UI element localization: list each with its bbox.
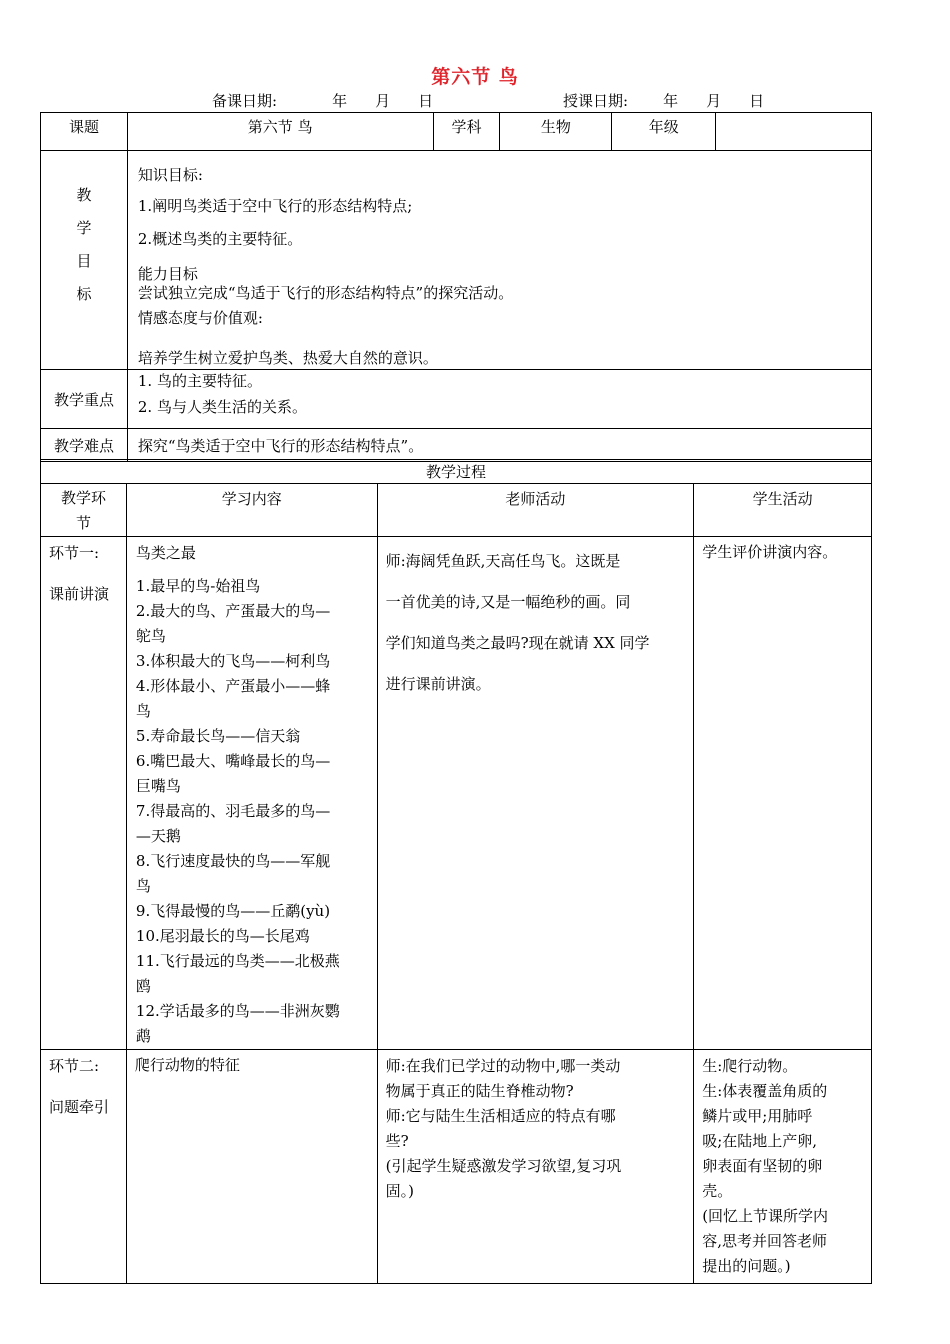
difficulty-text: 探究“鸟类适于空中飞行的形态结构特点”。 [127,429,871,462]
teacher-line: 师:在我们已学过的动物中,哪一类动 [385,1057,621,1075]
content-item: 鸥 [135,977,151,995]
key-point-item: 1. 鸟的主要特征。 [137,372,262,390]
ability-text: 尝试独立完成“鸟适于飞行的形态结构特点”的探究活动。 [137,284,514,302]
teacher-line: 些? [385,1132,409,1150]
teach-date-label: 授课日期: [563,92,629,110]
prep-date-month: 月 [375,92,391,110]
teach-date [563,90,764,111]
subject-label: 学科 [433,113,500,151]
teach-date-day: 日 [749,92,765,110]
content-item: 鸟 [135,702,151,720]
knowledge-title: 知识目标: [137,166,203,184]
student-header: 学生活动 [694,484,872,537]
content-item: 巨嘴鸟 [135,777,181,795]
subject-value: 生物 [500,113,612,151]
content-item: 7.得最高的、羽毛最多的鸟— [135,802,331,820]
student-line: 鳞片或甲;用肺呼 [702,1107,813,1125]
content-title: 鸟类之最 [135,544,196,562]
page-title: 第六节 鸟 [431,66,519,88]
knowledge-item: 1.阐明鸟类适于空中飞行的形态结构特点; [137,197,413,215]
process-title-row [41,460,872,484]
prep-date [212,90,433,111]
content-item: 9.飞得最慢的鸟——丘鹬(yù) [135,902,331,920]
teacher-line: 师:海阔凭鱼跃,天高任鸟飞。这既是 [385,552,621,570]
teacher-line: (引起学生疑惑激发学习欲望,复习巩 [385,1157,622,1175]
difficulty-row [41,429,872,462]
key-points-label: 教学重点 [41,370,128,429]
content-item: 11.飞行最远的鸟类——北极燕 [135,952,340,970]
stage1-row [41,537,872,1050]
stage1-student: 学生评价讲演内容。 [694,537,872,1050]
stage1-teacher [377,537,694,1050]
stage-header: 教学环 节 [41,484,127,537]
process-title: 教学过程 [41,460,872,484]
key-points-row [41,370,872,429]
content-item: 2.最大的鸟、产蛋最大的鸟— [135,602,331,620]
student-line: 吸;在陆地上产卵, [702,1132,818,1150]
grade-value [716,113,872,151]
lesson-info-table [40,112,872,462]
student-line: 提出的问题。) [702,1257,791,1275]
teacher-line: 物属于真正的陆生脊椎动物? [385,1082,574,1100]
content-item: 4.形体最小、产蛋最小——蜂 [135,677,331,695]
teacher-line: 师:它与陆生生活相适应的特点有哪 [385,1107,616,1125]
objectives-label: 教 学 目 标 [41,151,128,370]
content-item: 3.体积最大的飞鸟——柯利鸟 [135,652,331,670]
prep-date-label: 备课日期: [212,92,278,110]
stage2-row [41,1050,872,1284]
difficulty-label: 教学难点 [41,429,128,462]
content-item: 鸟 [135,877,151,895]
prep-date-year: 年 [332,92,348,110]
teach-date-month: 月 [706,92,722,110]
teacher-line: 学们知道鸟类之最吗?现在就请 XX 同学 [385,634,650,652]
student-line: 壳。 [702,1182,733,1200]
teacher-line: 一首优美的诗,又是一幅绝秒的画。同 [385,593,631,611]
student-line: (回忆上节课所学内 [702,1207,829,1225]
knowledge-item: 2.概述鸟类的主要特征。 [137,230,303,248]
emotion-title: 情感态度与价值观: [137,309,263,327]
topic-row [41,113,872,151]
teacher-line: 固。) [385,1182,414,1200]
key-point-item: 2. 鸟与人类生活的关系。 [137,398,307,416]
teaching-process-table [40,459,872,1284]
content-item: 1.最早的鸟-始祖鸟 [135,577,261,595]
stage2-student [694,1050,872,1284]
process-header-row [41,484,872,537]
stage1-content [126,537,377,1050]
stage2-teacher [377,1050,694,1284]
content-item: 6.嘴巴最大、嘴峰最长的鸟— [135,752,331,770]
stage2-content: 爬行动物的特征 [126,1050,377,1284]
content-item: 5.寿命最长鸟——信天翁 [135,727,301,745]
emotion-text: 培养学生树立爱护鸟类、热爱大自然的意识。 [137,349,438,367]
student-line: 容,思考并回答老师 [702,1232,827,1250]
student-line: 卵表面有坚韧的卵 [702,1157,823,1175]
student-line: 生:体表覆盖角质的 [702,1082,828,1100]
student-line: 生:爬行动物。 [702,1057,798,1075]
objectives-row [41,151,872,370]
content-item: 鸵鸟 [135,627,166,645]
prep-date-day: 日 [418,92,434,110]
topic-label: 课题 [41,113,128,151]
teach-date-year: 年 [663,92,679,110]
stage1-name: 环节一: 课前讲演 [41,537,127,1050]
content-header: 学习内容 [126,484,377,537]
stage2-name: 环节二: 问题牵引 [41,1050,127,1284]
content-item: 鹉 [135,1027,151,1045]
content-item: 8.飞行速度最快的鸟——军舰 [135,852,331,870]
content-item: 12.学话最多的鸟——非洲灰鹦 [135,1002,340,1020]
grade-label: 年级 [612,113,716,151]
key-points-content [127,370,871,429]
content-item: 10.尾羽最长的鸟—长尾鸡 [135,927,310,945]
teacher-line: 进行课前讲演。 [385,675,491,693]
content-item: —天鹅 [135,827,181,845]
teacher-header: 老师活动 [377,484,694,537]
ability-title: 能力目标 [137,265,198,283]
topic-value: 第六节 鸟 [127,113,433,151]
objectives-content [127,151,871,370]
